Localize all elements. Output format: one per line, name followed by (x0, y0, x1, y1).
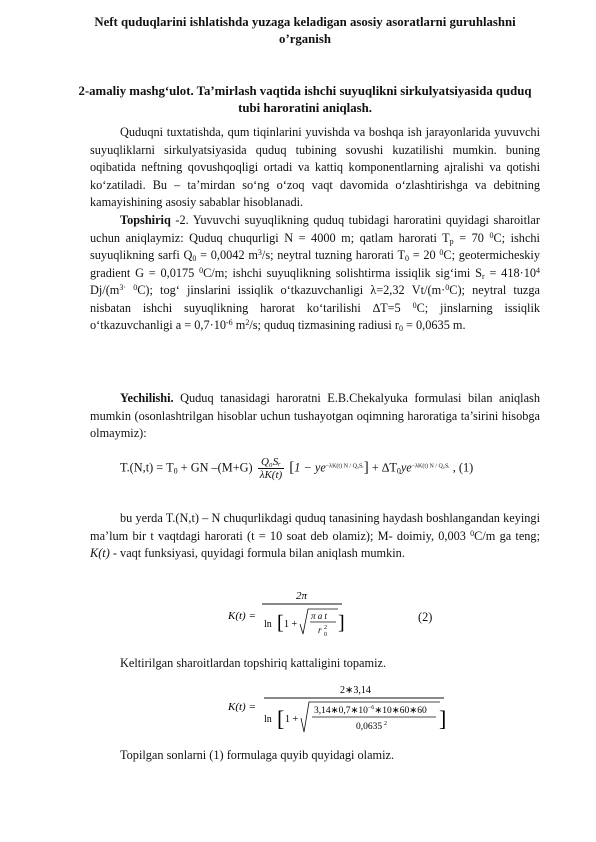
solution-text: Quduq tanasidagi haroratni E.B.Chekalyuka formulasi bilan aniqlash mumkin (osonlashtrilgan hisoblar uchun tushayotgan oqimning haroratiga ta’sirini hisobga olmaymiz): (90, 391, 540, 440)
eq1-plus: + ∆T (368, 460, 397, 475)
intro-paragraph: Quduqni tuxtatishda, qum tiqinlarini yuvishda va boshqa ish jarayonlarida yuvuvchi suyuqliklarni sirkulyatsiyasida quduq tubining sovushi kuzatilishi mumkin. buning oqibatida neftning qovushqoqligi ortadi va kattiq komponentlarning ajralishi va qotishi ko‘zatiladi. Bu – ta’mirdan so‘ng o‘zoq vaqt davomida o‘zlashtirishga va debitning kamayishining asosiy sabablar hisoblanadi. (90, 125, 540, 209)
eq1-number: , (1) (449, 460, 474, 475)
superscript: 0 (439, 248, 444, 257)
subscript: 0 (173, 466, 178, 476)
task-paragraph (90, 212, 540, 335)
task-text: C); tog‘ jinslarini issiqlik o‘tkazuvchanligi λ=2,32 Vt/(m· (137, 283, 446, 297)
eq2-rad-den: r (318, 625, 322, 635)
closing-paragraph: Topilgan sonlarni (1) formulaga quyib quyidagi olamiz. (120, 748, 395, 762)
superscript: 0 (489, 230, 494, 240)
superscript: 0 (199, 265, 204, 275)
eq3-rad-num-tail: ∗10∗60∗60 (374, 706, 427, 716)
eq1-mid: + GN –(M+G) (177, 460, 253, 475)
task-text: C; ishchi suyuqlikning sarfi Q (90, 230, 540, 262)
eq3-rad-den-sup: 2 (384, 721, 387, 727)
task-text: = 418·10 (484, 265, 537, 280)
eq3-rad-den: 0,0635 (356, 722, 383, 732)
eq2-ln: ln (264, 619, 272, 630)
document-title: Neft quduqlarini ishlatishda yuzaga keladigan asosiy asoratlarni guruhlashni o’rganish (94, 15, 516, 46)
superscript: 4 (536, 265, 541, 275)
superscript: 0 (470, 528, 475, 538)
subscript: 0 (398, 324, 403, 333)
eq2-rad-num: π a t (311, 611, 328, 621)
subscript: p (449, 236, 454, 246)
task-text: C/m; ishchi suyuqlikning solishtirma issiqlik sig‘imi S (203, 265, 482, 280)
eq2-one: 1 + (284, 619, 298, 630)
superscript: 3· (119, 283, 127, 292)
eq3-lhs: K(t) = (228, 701, 256, 713)
equation-3 (228, 680, 448, 740)
task-text: /s; quduq tizmasining radiusi r (249, 318, 399, 332)
eq3-num: 2∗3,14 (340, 685, 371, 696)
task-text: Dj/(m (90, 283, 120, 297)
superscript: 0 (133, 283, 138, 292)
task-text: = 0,0042 m (196, 248, 258, 262)
eq2-rad-den-sup: 2 (324, 625, 327, 631)
eq3-rad-num-exp: −6 (367, 705, 375, 711)
eq2-lhs: K(t) = (228, 610, 256, 622)
subscript: 0 (396, 466, 401, 476)
task-text: C); neytral tuzga nisbatan ishchi suyuqlikning harorat ko‘tarilishi ∆T=5 (90, 283, 540, 315)
eq1-lhs: T.(N,t) = T (120, 460, 174, 475)
substitute-note: Keltirilgan sharoitlardan topshiriq kattaligini topamiz. (120, 656, 387, 670)
eq2-number: (2) (418, 610, 433, 624)
equation-2 (228, 585, 348, 645)
eq3-ln: ln (264, 714, 272, 725)
task-text: = 70 (453, 230, 490, 245)
superscript: 0 (412, 300, 417, 310)
eq3-one: 1 + (285, 714, 299, 725)
subscript: 0 (404, 254, 409, 263)
superscript: 0 (445, 283, 450, 292)
superscript: 2 (245, 318, 250, 327)
eq1-exponent: −λK(t) N / Q₀Sᵣ (325, 463, 364, 470)
eq3-right-bracket: ] (439, 706, 447, 731)
task-text: = 20 (408, 248, 440, 262)
solution-label: Yechilishi. (120, 391, 174, 405)
eq1-frac-den: λK(t) (259, 469, 283, 481)
eq1-bracket-body: 1 − ye (294, 460, 326, 475)
eq2-right-bracket: ] (338, 612, 345, 634)
task-text: C; jinslarning issiqlik o‘tkazuvchanligi a = 0,7·10 (90, 300, 541, 332)
eq2-rad-den-sub: 0 (324, 632, 327, 638)
kt-symbol: K(t) (90, 546, 110, 560)
superscript: -6 (226, 318, 233, 327)
eq1-fraction (258, 456, 284, 481)
task-text: m (232, 318, 246, 332)
solution-paragraph (90, 390, 540, 443)
eq3-rad-num (314, 705, 427, 716)
task-text: C; geotermicheskiy gradient G = 0,0175 (90, 248, 540, 280)
equation-1: $T.(N,t) = T_0$ + GN –(M+G) $\frac{\text{Q₀Sᵣ}}{\lambda K(t)}$ $[1 - ye^{-\lambda K(t) N / Q_0Sᵣ}] + \Delta T_0ye^{-\lambda K(t) N / Q_0Sᵣ}$ , (1) (120, 456, 474, 481)
lesson-title: 2-amaliy mashg‘ulot. Ta’mirlash vaqtida ishchi suyuqlikni sirkulyatsiyasida quduq tubi haroratini aniqlash. (78, 84, 532, 115)
explain-text: C/m ga teng; (474, 528, 540, 543)
eq1-exponent-2: −λK(t) N / Q₀Sᵣ (411, 463, 450, 470)
eq1-frac-num: Q₀Sᵣ (258, 456, 284, 469)
eq3-rad-num-base: 3,14∗0,7∗10 (314, 706, 368, 716)
eq2-left-bracket: [ (277, 612, 284, 634)
subscript: r (481, 271, 485, 281)
task-text: -2. Yuvuvchi suyuqlikning quduq tubidagi haroratini quyidagi sharoitlar uchun aniqlaymiz: Quduq chuqurligi N = 4000 m; qatlam harorati T (90, 213, 540, 245)
eq1-ye: ye (400, 460, 412, 475)
explain-text: - vaqt funksiyasi, quyidagi formula bilan aniqlash mumkin. (109, 546, 405, 560)
task-text: /s; neytral tuzning harorati T (261, 248, 405, 262)
explain-text: bu yerda T.(N,t) – N chuqurlikdagi quduq tanasining haydash boshlangandan keyingi ma’lum bir t vaqtdagi harorati (t = 10 soat deb olamiz); M- doimiy, 0,003 (90, 511, 540, 543)
eq3-left-bracket: [ (277, 706, 285, 731)
task-text: = 0,0635 m. (402, 318, 466, 332)
task-label: Topshiriq (120, 213, 171, 227)
subscript: 0 (192, 254, 197, 263)
eq2-num: 2π (296, 590, 308, 602)
explanation-paragraph (90, 510, 540, 563)
superscript: 3 (257, 248, 262, 257)
